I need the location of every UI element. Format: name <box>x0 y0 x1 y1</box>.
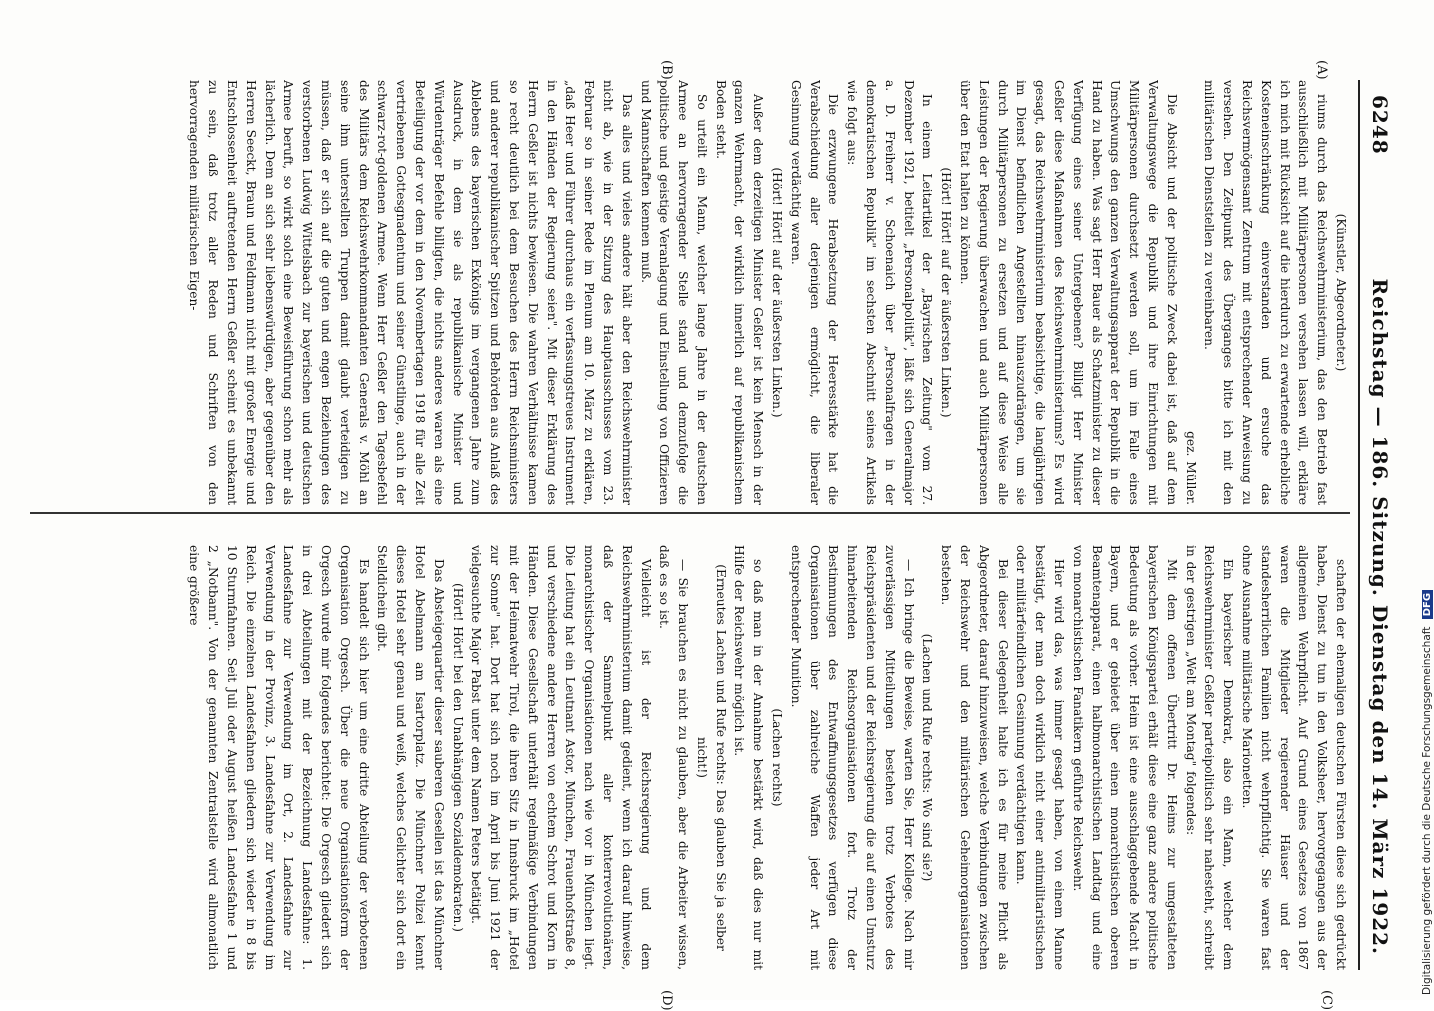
paragraph: Die Absicht und der politische Zweck dabei ist, daß auf dem Verwaltungswege die Republik und ihre Einrichtungen mit Militärpersonen durchsetzt werden soll, um im Falle eines Umschwungs den ganzen Verwaltungsapparat der Republik in die Hand zu haben. Was sagt Herr Bauer als Schatzminister zu dieser Verfügung eines seiner Untergebenen? Billigt Herr Minister Geßler diese Maßnahmen des Reichswehrministeriums? Es wird gesagt, das Reichswehrministerium beabsichtige, die langjährigen im Dienst befindlichen Angestellten hinauszudrängen, um sie durch Militärpersonen zu ersetzen und auf diese Weise alle Leistungen der Regierung überwachen und auch Militärpersonen über den Etat halten zu können. <box>958 80 1179 505</box>
page-header <box>1366 95 1394 955</box>
page-title: Reichstag — 186. Sitzung. Dienstag den 14. März 1922. <box>1368 278 1392 955</box>
paragraph: — Ich bringe die Beweise, warten Sie, Herr Kollege. Nach mir zuverlässigen Mitteilungen bestehen trotz Verbotes des Reichspräsidenten und der Reichsregierung die auf einen Umsturz hinarbeitenden Reichsorganisationen fort. Trotz der Bestimmungen des Entwaffnungsgesetzes verfügen diese Organisationen über zahlreiche Waffen jeder Art mit entsprechender Munition. <box>788 545 916 970</box>
left-column <box>20 80 1350 505</box>
paragraph: Vielleicht ist der Reichsregierung und dem Reichswehrministerium damit gedient, wenn ich darauf hinweise, daß der Sammelpunkt aller konterrevolutionären, monarchistischer Organisationen nach wie vor in München liegt. Die Leitung hat ein Leutnant Astor, München, Frauenhofstraße 8, und verschiedene andere Herren von echtem Schrot und Korn in Händen. Diese Gesellschaft unterhält regelmäßige Verbindungen mit der Heimatwehr Tirol, die ihren Sitz in Innsbruck im „Hotel zur Sonne" hat. Dort hat sich noch im April bis Juni 1921 der vielgesuchte Major Pabst unter dem Namen Peters betätigt. <box>469 545 653 970</box>
paragraph: — Sie brauchen es nicht zu glauben, aber die Arbeiter wissen, daß es so ist. <box>657 545 691 970</box>
column-divider <box>30 512 1350 514</box>
interjection: (Hört! Hört! bei den Unabhängigen Sozialdemokraten.) <box>450 583 465 932</box>
interjection: (Hört! Hört! auf der äußersten Linken.) <box>770 167 785 418</box>
margin-marker-d: (D) <box>659 990 674 1011</box>
speaker-label: (Künstler, Abgeordneter.) <box>1334 213 1348 372</box>
interjection: (Erneutes Lachen und Rufe rechts: Das glauben Sie ja selber nicht!) <box>694 564 728 951</box>
paragraph: Das alles und vieles andere hält aber den Reichswehrminister nicht ab, wie in der Sitzung des Hauptausschusses vom 23. Februar so in seiner Rede im Plenum am 10. März zu erklären, „daß Heer und Führer durchaus ein verfassungstreues Instrument in den Händen der Regierung seien". Mit dieser Erklärung des Herrn Geßler ist nichts bewiesen. Die wahren Verhältnisse kamen so recht deutlich bei dem Besuchen des Herrn Reichsministers und anderer republikanischer Spitzen und Behörden aus Anlaß des Ablebens des bayerischen Exkönigs im vergangenen Jahre zum Ausdruck, in dem sie als republikanische Minister und Würdenträger Befehle billigten, die nichts anderes waren als eine Beteiligung der vor dem in den Novembertagen 1918 für alle Zeit vertriebenen Gottesgnadentum und seiner Günstlinge, auch in der schwarz-rot-goldenen Armee. Wenn Herr Geßler den Tagesbefehl des Militärs dem Reichswehrkommandanten Generals v. Möhl an seine ihm unterstellten Truppen damit glaubt verteidigen zu müssen, daß er sich auf die guten und engen Beziehungen des verstorbenen Ludwig Wittelsbach zur bayerischen und deutschen Armee beruft, so wirkt solch eine Beweisführung schon mehr als lächerlich. Dem an sich sehr liebenswürdigen, aber gegenüber den Herren Seeckt, Braun und Feldmann nicht mit großer Energie und Entschlossenheit auftretenden Herrn Geßler scheint es unbekannt zu sein, daß trotz aller Reden und Schriften von den hervorragenden militärischen Eigen- <box>187 80 634 505</box>
paragraph: Hier wird das, was immer gesagt haben, von einem Manne bestätigt, der man doch wirklich nicht einer antimilitaristischen oder militärfeindlichen Gesinnung verdächtigen kann. <box>1014 545 1067 970</box>
margin-marker-b: (B) <box>659 60 674 80</box>
page-number: 6248 <box>1368 95 1392 155</box>
quote-paragraph: Außer dem derzeitigen Minister Geßler ist kein Mensch in der ganzen Wehrmacht, der wirklich innerlich auf republikanischem Boden steht. <box>713 80 766 505</box>
quote-paragraph: Die erzwungene Herabsetzung der Heeresstärke hat die Verabschiedung aller derjenigen ermöglicht, die liberaler Gesinnung verdächtig waren. <box>788 80 841 505</box>
header-rule <box>1358 80 1360 970</box>
signature: gez. Müller. <box>1183 431 1198 505</box>
paragraph: So urteilt ein Mann, welcher lange Jahre in der deutschen Armee an hervorragender Stelle stand und demzufolge die politische und geistige Veranlagung und Einstellung von Offizieren und Mannschaften kennen muß. <box>638 80 709 505</box>
dfg-logo: DFG <box>1422 590 1433 619</box>
interjection: (Hört! Hört! auf der äußersten Linken.) <box>939 167 954 418</box>
credit-text: Digitalisierung gefördert durch die Deutsche Forschungsgemeinschaft <box>1421 626 1433 995</box>
margin-marker-a: (A) <box>1314 60 1329 80</box>
interjection: (Lachen rechts) <box>770 708 785 807</box>
paragraph: Das Absteigequartier dieser sauberen Gesellen ist das Münchner Hotel Abelmann am Isartorplatz. Die Münchner Polizei kennt dieses Hotel sehr genau und weiß, welches Gelichter sich dort ein Stelldichein gibt. <box>375 545 446 970</box>
digitization-credit <box>1419 0 1434 1000</box>
margin-marker-c: (C) <box>1319 990 1334 1011</box>
paragraph: Bei dieser Gelegenheit halte ich es für meine Pflicht als Abgeordneter, darauf hinzuweisen, welche Verbindungen zwischen der Reichswehr und den militärischen Geheimorganisationen bestehen. <box>939 545 1010 970</box>
right-column <box>20 545 1350 970</box>
paragraph: In einem Leitartikel der „Bayrischen Zeitung" vom 27. Dezember 1921, betitelt „Personalpolitik", läßt sich Generalmajor a. D. Freiherr v. Schoenaich über „Personalfragen in der demokratischen Republik" im sechsten Abschnitt seines Artikels wie folgt aus: <box>845 80 935 505</box>
paragraph: Ein bayerischer Demokrat, also ein Mann, welcher dem Reichswehrminister Geßler parteipolitisch sehr nahesteht, schreibt in der gestrigen „Welt am Montag" folgendes: <box>1183 545 1236 970</box>
paragraph: Es handelt sich hier um eine dritte Abteilung der verbotenen Organisation Orgesch. Über die neue Organisationsform der Orgesch wurde mir folgendes berichtet: Die Orgesch gliedert sich in drei Abteilungen mit der Bezeichnung Landesfahne: 1. Landesfahne zur Verwendung im Ort, 2. Landesfahne zur Verwendung in der Provinz, 3. Landesfahne zur Verwendung im Reich. Die einzelnen Landesfahnen gliedern sich wieder in 8 bis 10 Sturmfahnen. Seit Juli oder August heißen Landesfahne 1 und 2 „Notbann". Von der genannten Zentralstelle wird allmonatlich eine größere <box>187 545 371 970</box>
paragraph: schaften der ehemaligen deutschen Fürsten diese sich gedrückt haben, Dienst zu tun in den Volksheer, hervorgegangen aus der allgemeinen Wehrpflicht. Auf Grund eines Gesetzes von 1867 waren die Mitglieder regierender Häuser und der standesherrlichen Familien nicht wehrpflichtig. Sie waren fast ohne Ausnahme militärische Marionetten. <box>1240 545 1348 970</box>
paragraph: riums durch das Reichswehrministerium, das den Betrieb fast ausschließlich mit Militärpersonen versehen lassen will, erkläre ich mich mit Rücksicht auf die hierdurch zu erwartende erhebliche Kosteneinschränkung einverstanden und ersuche das Reichsvermögensamt Zentrum mit entsprechender Anweisung zu versehen. Den Zeitpunkt des Überganges bitte ich mit den militärischen Dienststellen zu vereinbaren. <box>1202 80 1330 505</box>
paragraph: so daß man in der Annahme bestärkt wird, daß dies nur mit Hilfe der Reichswehr möglich ist. <box>732 545 766 970</box>
quote-paragraph: Mit dem offenen Übertritt Dr. Heims zur umgestalteten bayerischen Königspartei erhält diese eine ganz andere politische Bedeutung als vorher. Heim ist eine ausschlaggebende Macht in Bayern, und er gebietet über einen monarchistischen oberen Beamtenapparat, einen halbmonarchistischen Landtag und eine von monarchistischen Fanatikern geführte Reichswehr. <box>1070 545 1179 970</box>
interjection: (Lachen und Rufe rechts: Wo sind sie?) <box>920 633 935 882</box>
